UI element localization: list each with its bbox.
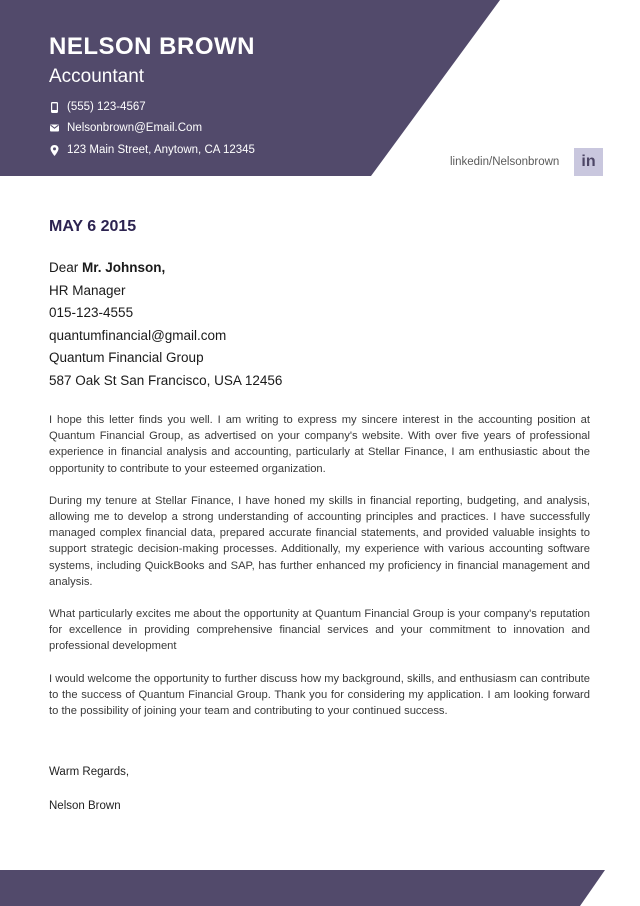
recipient-phone: 015-123-4555 [49, 305, 134, 321]
closing-text: Warm Regards, [49, 766, 130, 778]
address-text: 123 Main Street, Anytown, CA 12345 [67, 144, 255, 156]
contact-address [50, 142, 255, 158]
body-paragraph: I would welcome the opportunity to further discuss how my background, skills, and enthusiasm can contribute to the success of Quantum Financial Group. Thank you for considering my application. I am looking forward to the possibility of joining your team and contributing to your continued success. [49, 672, 590, 718]
body-paragraph: During my tenure at Stellar Finance, I have honed my skills in financial reporting, budgeting, and analysis, allowing me to develop a strong understanding of accounting principles and practices. I have successfully managed complex financial data, prepared accurate financial statements, and provided valuable insights to support strategic decision-making processes. Additionally, my experience with various accounting software systems, including QuickBooks and SAP, has further enhanced my proficiency in financial management and analysis. [49, 494, 590, 588]
phone-text: (555) 123-4567 [67, 101, 146, 113]
phone-icon [50, 102, 59, 113]
salutation [49, 257, 282, 280]
body-paragraph: What particularly excites me about the opportunity at Quantum Financial Group is your company's reputation for excellence in providing comprehensive financial services and your commitment to innovation and professional development [49, 608, 590, 653]
candidate-name: NELSON BROWN [49, 33, 255, 60]
letter-body [49, 412, 590, 735]
salutation-prefix: Dear [49, 260, 83, 275]
candidate-role: Accountant [49, 66, 145, 87]
salutation-name: Mr. Johnson, [82, 260, 166, 275]
letter-date: MAY 6 2015 [49, 218, 137, 235]
body-paragraph: I hope this letter finds you well. I am writing to express my sincere interest in the accounting position at Quantum Financial Group, as advertised on your company's website. With over five years of professional experience in financial analysis and accounting, particularly at Stellar Finance, I am enthusiastic about the opportunity to contribute to your esteemed organization. [49, 414, 590, 475]
signer-name: Nelson Brown [49, 800, 121, 812]
recipient-title: HR Manager [49, 282, 126, 298]
footer-band [0, 870, 640, 906]
recipient-block [49, 257, 282, 393]
email-text: Nelsonbrown@Email.Com [67, 122, 203, 134]
recipient-email: quantumfinancial@gmail.com [49, 327, 227, 343]
recipient-address: 587 Oak St San Francisco, USA 12456 [49, 372, 283, 388]
linkedin-icon[interactable]: in [574, 148, 603, 176]
contact-phone [50, 99, 146, 115]
mail-icon [50, 124, 59, 132]
contact-email [50, 120, 202, 136]
location-pin-icon [50, 145, 59, 156]
linkedin-link[interactable]: linkedin/Nelsonbrown [450, 156, 560, 168]
recipient-company: Quantum Financial Group [49, 350, 204, 366]
